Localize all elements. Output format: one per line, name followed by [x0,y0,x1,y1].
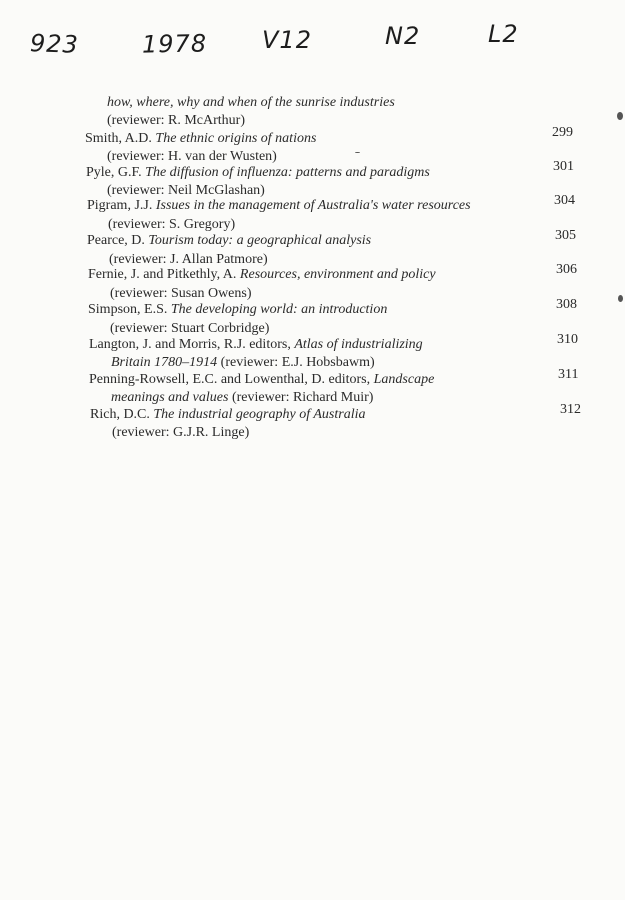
entry-page: 311 [558,367,579,382]
entry-title: Resources, environment and policy [239,267,436,282]
entry-page: 299 [552,125,573,140]
entry-title: Landscape [373,372,435,387]
entry-page: 310 [557,332,578,347]
entry-author: Pigram, J.J. [87,198,153,213]
scan-speck [618,295,623,302]
entry-page: 308 [556,297,577,312]
entry-author: Pearce, D. [87,233,145,248]
entry-author: Fernie, J. and Pitkethly, A. [88,267,237,282]
entry-reviewer: (reviewer: S. Gregory) [108,217,236,232]
entry-author: Penning-Rowsell, E.C. and Lowenthal, D. editors, [89,372,371,387]
entry-title: The ethnic origins of nations [155,131,317,146]
entry-title: Atlas of industrializing [294,337,423,352]
entry-reviewer: (reviewer: E.J. Hobsbawm) [220,355,375,370]
entry-reviewer: (reviewer: Neil McGlashan) [107,183,265,198]
entry-reviewer: (reviewer: Richard Muir) [231,390,374,405]
handwritten-volume: V12 [262,26,312,54]
entry-author: Simpson, E.S. [88,302,168,317]
entry-title: how, where, why and when of the sunrise industries [107,95,395,110]
entry-author: Rich, D.C. [90,407,150,422]
entry-page: 305 [555,228,576,243]
entry-reviewer: (reviewer: J. Allan Patmore) [109,252,268,267]
scan-speck [617,112,623,120]
entry-page: 312 [560,402,581,417]
entry-reviewer: (reviewer: R. McArthur) [107,113,246,128]
entry-author: Smith, A.D. [85,131,152,146]
entry-page: 304 [554,193,575,208]
entry-author: Langton, J. and Morris, R.J. editors, [89,337,291,352]
entry-title-continued: meanings and values [111,390,229,405]
entry-author: Pyle, G.F. [86,165,142,180]
entry-title: Tourism today: a geographical analysis [148,233,372,248]
handwritten-ref: 923 [29,29,80,59]
entry-title: The developing world: an introduction [170,302,388,317]
entry-title-continued: Britain 1780–1914 [111,355,218,370]
handwritten-year: 1978 [141,29,208,59]
entry-title: Issues in the management of Australia's water resources [155,198,471,213]
entry-reviewer: (reviewer: G.J.R. Linge) [112,425,250,440]
entry-reviewer: (reviewer: H. van der Wusten) [107,149,277,164]
entry-title: The diffusion of influenza: patterns and paradigms [145,165,430,180]
entry-title: The industrial geography of Australia [153,407,366,422]
handwritten-number: N2 [385,22,421,50]
scan-speck [355,152,360,153]
entry-page: 301 [553,159,574,174]
entry-reviewer: (reviewer: Stuart Corbridge) [110,321,270,336]
handwritten-mark: L2 [488,20,519,48]
entry-page: 306 [556,262,577,277]
entry-reviewer: (reviewer: Susan Owens) [110,286,252,301]
